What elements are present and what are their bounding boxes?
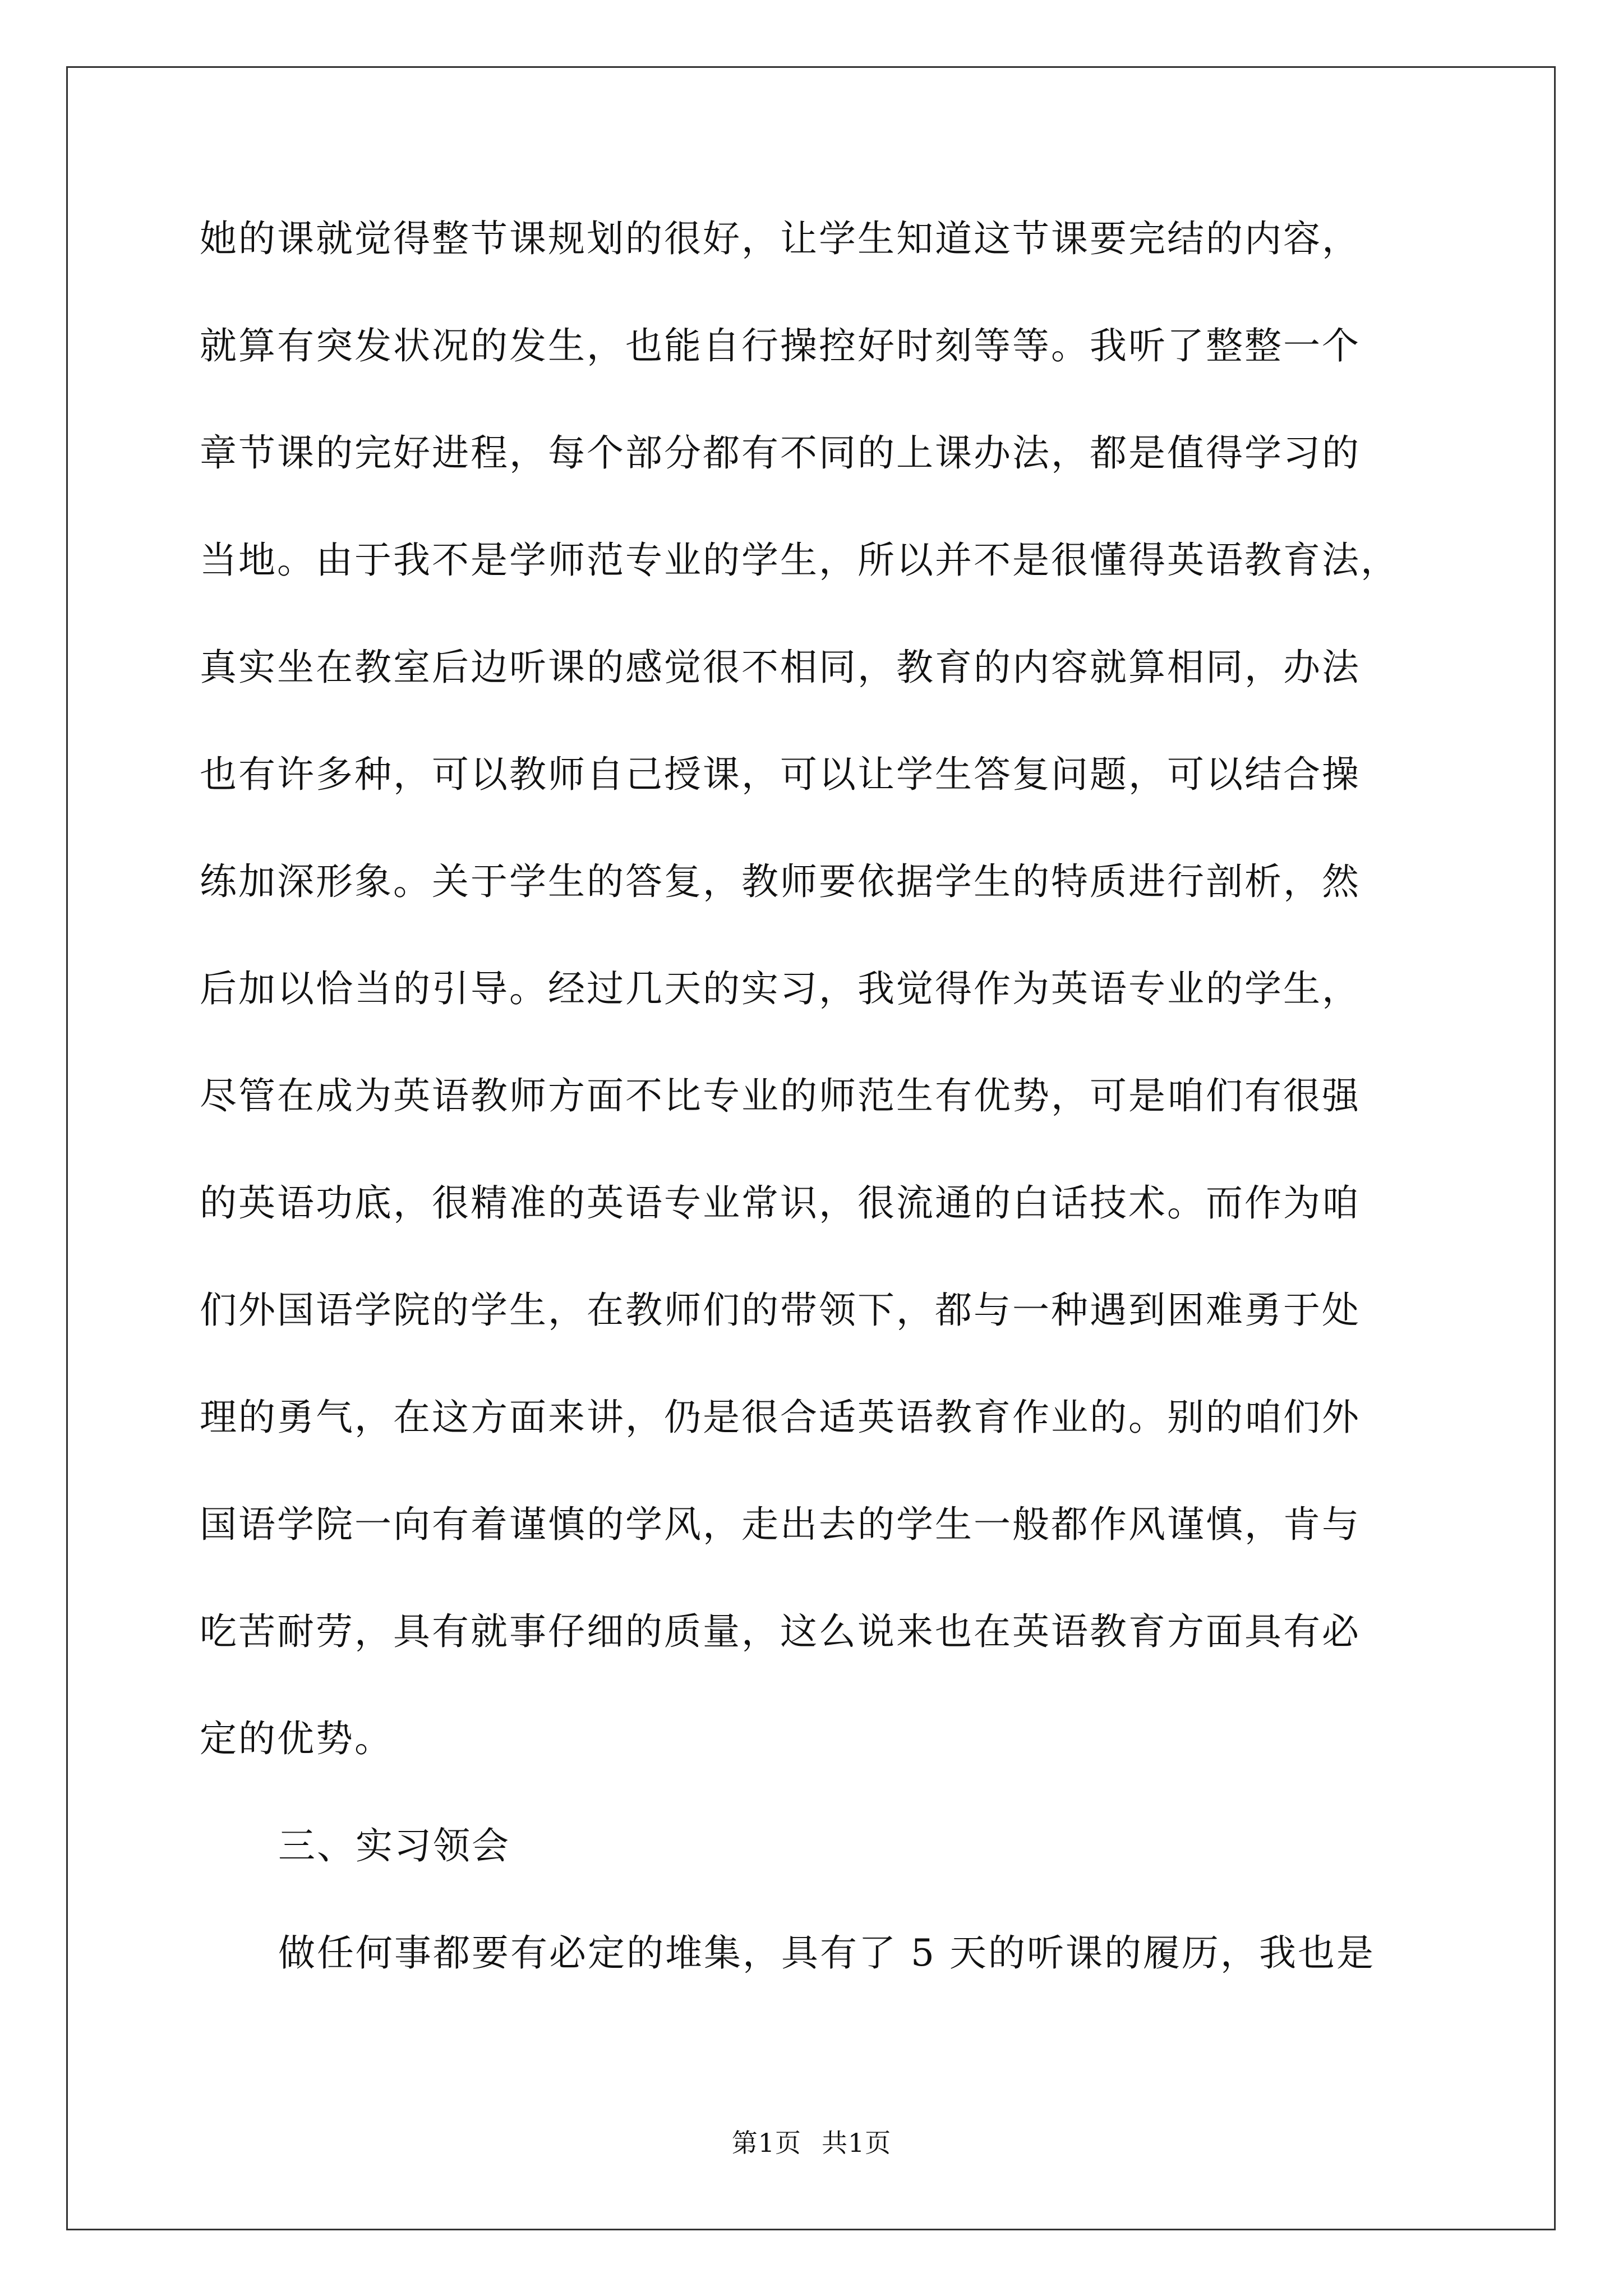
- text-line: 当地。由于我不是学师范专业的学生，所以并不是很懂得英语教育法，: [200, 539, 1399, 582]
- text-line: 就算有突发状况的发生，也能自行操控好时刻等等。我听了整整一个: [200, 324, 1361, 367]
- text-line: 们外国语学院的学生，在教师们的带领下，都与一种遇到困难勇于处: [200, 1289, 1361, 1332]
- text-line: 也有许多种，可以教师自己授课，可以让学生答复问题，可以结合操: [200, 753, 1361, 796]
- text-line: 章节课的完好进程，每个部分都有不同的上课办法，都是值得学习的: [200, 431, 1361, 475]
- text-line: 她的课就觉得整节课规划的很好，让学生知道这节课要完结的内容，: [200, 217, 1361, 260]
- text-line: 吃苦耐劳，具有就事仔细的质量，这么说来也在英语教育方面具有必: [200, 1610, 1361, 1653]
- text-line: 的英语功底，很精准的英语专业常识，很流通的白话技术。而作为咱: [200, 1181, 1361, 1225]
- page-total: 共1页: [822, 2128, 892, 2158]
- text-line: 尽管在成为英语教师方面不比专业的师范生有优势，可是咱们有很强: [200, 1074, 1361, 1117]
- section-heading: 三、实习领会: [278, 1824, 510, 1867]
- page-footer: [0, 2126, 1623, 2160]
- text-line: 国语学院一向有着谨慎的学风，走出去的学生一般都作风谨慎，肯与: [200, 1503, 1361, 1546]
- text-line: 真实坐在教室后边听课的感觉很不相同，教育的内容就算相同，办法: [200, 646, 1361, 689]
- paragraph-first-line: 做任何事都要有必定的堆集，具有了 5 天的听课的履历，我也是: [278, 1931, 1375, 1975]
- page-number: 第1页: [731, 2128, 801, 2158]
- document-body: [200, 185, 1433, 2007]
- text-line: 练加深形象。关于学生的答复，教师要依据学生的特质进行剖析，然: [200, 860, 1361, 903]
- text-line: 理的勇气，在这方面来讲，仍是很合适英语教育作业的。别的咱们外: [200, 1396, 1361, 1439]
- text-line: 后加以恰当的引导。经过几天的实习，我觉得作为英语专业的学生，: [200, 967, 1361, 1010]
- text-line: 定的优势。: [200, 1717, 393, 1760]
